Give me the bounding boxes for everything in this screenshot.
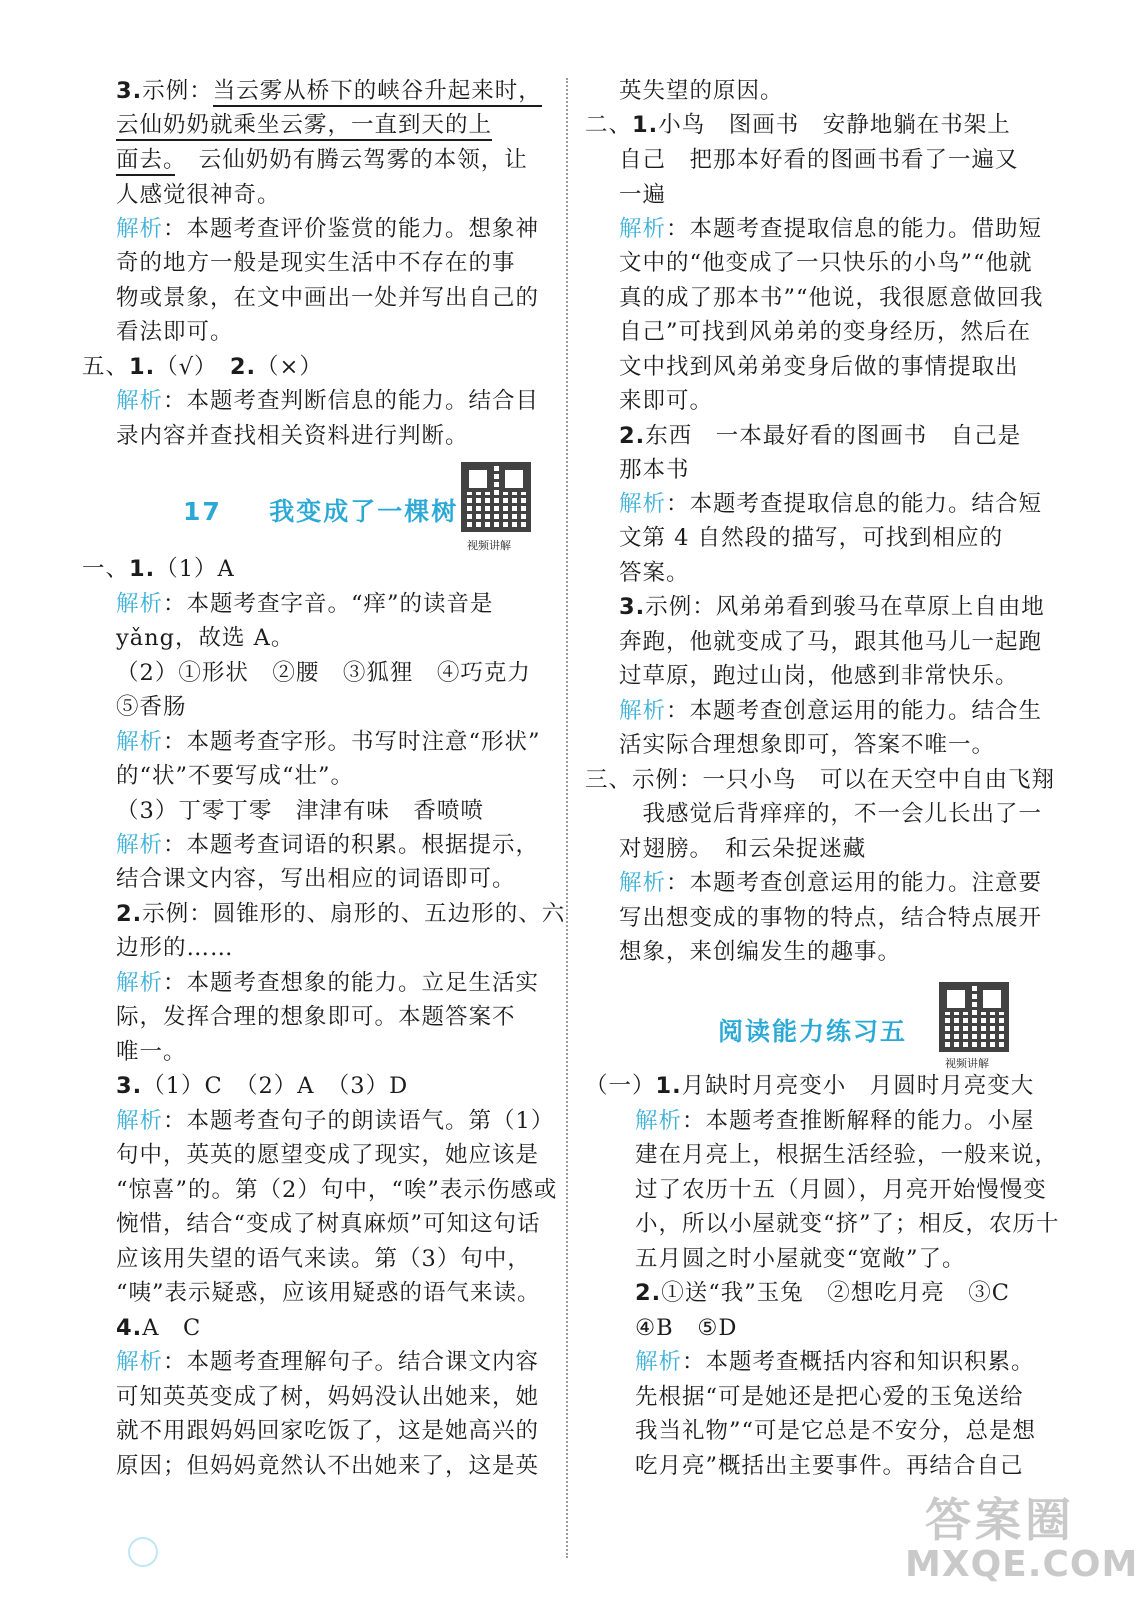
text-segment: 月缺时月亮变小 月圆时月亮变大 bbox=[681, 1073, 1035, 1099]
text-segment: 看法即可。 bbox=[116, 319, 234, 345]
text-line bbox=[116, 1276, 541, 1310]
text-line bbox=[116, 897, 565, 931]
text-line bbox=[635, 1104, 1035, 1138]
text-segment: ：本题考查创意运用的能力。结合生 bbox=[666, 698, 1043, 724]
text-segment: 二、 bbox=[585, 112, 633, 138]
item-number: 1. bbox=[129, 556, 156, 582]
text-segment: 五、 bbox=[82, 354, 130, 380]
text-line bbox=[116, 1311, 201, 1345]
text-segment: 句中，英英的愿望变成了现实，她应该是 bbox=[116, 1142, 540, 1168]
text-segment: A C bbox=[142, 1315, 202, 1341]
text-line bbox=[82, 350, 323, 384]
text-line bbox=[619, 487, 1042, 521]
text-line bbox=[116, 108, 492, 142]
text-segment: （√） bbox=[155, 354, 230, 380]
analysis-label: 解析 bbox=[116, 216, 164, 242]
text-line bbox=[116, 281, 539, 315]
text-line bbox=[619, 384, 713, 418]
text-line bbox=[116, 1242, 531, 1276]
text-line bbox=[619, 453, 690, 487]
item-number: 3. bbox=[116, 78, 143, 104]
analysis-label: 解析 bbox=[116, 1108, 164, 1134]
text-line bbox=[635, 1276, 1010, 1310]
text-segment: 先根据“可是她还是把心爱的玉兔送给 bbox=[635, 1384, 1024, 1410]
qr-caption: 视频讲解 bbox=[467, 539, 511, 552]
text-segment: 过了农历十五（月圆），月亮开始慢慢变 bbox=[635, 1177, 1047, 1203]
text-segment: 奔跑，他就变成了马，跟其他马儿一起跑 bbox=[619, 629, 1043, 655]
text-line bbox=[116, 1380, 539, 1414]
analysis-label: 解析 bbox=[635, 1349, 683, 1375]
text-line bbox=[635, 1242, 966, 1276]
text-segment: 答案。 bbox=[619, 560, 690, 586]
text-segment: ：本题考查评价鉴赏的能力。想象神 bbox=[163, 216, 540, 242]
analysis-label: 解析 bbox=[116, 591, 164, 617]
text-segment: ：本题考查词语的积累。根据提示， bbox=[163, 832, 540, 858]
text-line bbox=[116, 143, 528, 177]
text-segment: 我感觉后背痒痒的，不一会儿长出了一 bbox=[619, 801, 1043, 827]
text-segment: ：本题考查理解句子。结合课文内容 bbox=[163, 1349, 540, 1375]
text-line bbox=[635, 1414, 1036, 1448]
text-segment: （3）丁零丁零 津津有味 香喷喷 bbox=[116, 798, 484, 824]
text-segment: 那本书 bbox=[619, 457, 690, 483]
text-segment: 五月圆之时小屋就变“宽敞”了。 bbox=[635, 1246, 966, 1272]
text-segment: 的“状”不要写成“壮”。 bbox=[116, 763, 355, 789]
item-number: 3. bbox=[116, 1073, 143, 1099]
text-line bbox=[116, 1207, 541, 1241]
text-segment: 活实际合理想象即可，答案不唯一。 bbox=[619, 732, 996, 758]
text-line bbox=[619, 212, 1042, 246]
text-segment: 就不用跟妈妈回家吃饭了，这是她高兴的 bbox=[116, 1418, 540, 1444]
text-segment: 文第 4 自然段的描写，可找到相应的 bbox=[619, 525, 1004, 551]
text-line bbox=[635, 1207, 1060, 1241]
text-segment: 奇的地方一般是现实生活中不存在的事 bbox=[116, 250, 516, 276]
text-segment: 英失望的原因。 bbox=[619, 78, 784, 104]
text-segment: （1）C （2）A （3）D bbox=[142, 1073, 409, 1099]
text-line bbox=[635, 1380, 1024, 1414]
text-line bbox=[635, 1311, 737, 1345]
text-segment: 三、示例：一只小鸟 可以在天空中自由飞翔 bbox=[585, 767, 1056, 793]
text-segment: 我当礼物”“可是它总是不安分，总是想 bbox=[635, 1418, 1037, 1444]
text-line bbox=[585, 1069, 1034, 1103]
qr-caption: 视频讲解 bbox=[945, 1057, 989, 1070]
text-line bbox=[619, 728, 995, 762]
text-line bbox=[116, 74, 542, 108]
text-segment: 原因；但妈妈竟然认不出她来了，这是英 bbox=[116, 1453, 540, 1479]
item-number: 1. bbox=[655, 1073, 682, 1099]
text-segment: 过草原，跑过山岗，他感到非常快乐。 bbox=[619, 663, 1019, 689]
text-line bbox=[116, 1069, 408, 1103]
text-segment: 真的成了那本书”“他说，我很愿意做回我 bbox=[619, 285, 1044, 311]
text-segment: 唯一。 bbox=[116, 1039, 187, 1065]
text-segment: “咦”表示疑惑，应该用疑惑的语气来读。 bbox=[116, 1280, 541, 1306]
text-line bbox=[619, 625, 1042, 659]
text-line bbox=[116, 1138, 539, 1172]
text-segment: 来即可。 bbox=[619, 388, 714, 414]
text-line bbox=[619, 521, 1003, 555]
analysis-label: 解析 bbox=[619, 870, 667, 896]
watermark-url: MXQE.COM bbox=[905, 1544, 1138, 1585]
text-segment: ：本题考查句子的朗读语气。第（1） bbox=[163, 1108, 555, 1134]
watermark bbox=[905, 1484, 1138, 1594]
text-line bbox=[619, 797, 1042, 831]
text-line bbox=[635, 1173, 1047, 1207]
text-line bbox=[116, 587, 494, 621]
analysis-label: 解析 bbox=[116, 1349, 164, 1375]
item-number: 2. bbox=[635, 1280, 662, 1306]
analysis-label: 解析 bbox=[619, 216, 667, 242]
text-segment: yǎng，故选 A。 bbox=[116, 625, 295, 651]
text-segment: 小，所以小屋就变“挤”了；相反，农历十 bbox=[635, 1211, 1060, 1237]
text-line bbox=[116, 794, 484, 828]
text-segment: （一） bbox=[585, 1073, 656, 1099]
text-segment: 云仙奶奶就乘坐云雾，一直到天的上 bbox=[116, 112, 492, 141]
text-line bbox=[116, 621, 294, 655]
text-segment: 云仙奶奶有腾云驾雾的本领，让 bbox=[175, 147, 528, 173]
text-line bbox=[585, 763, 1055, 797]
text-line bbox=[619, 143, 1019, 177]
reading-practice-heading: 阅读能力练习五 bbox=[718, 1017, 908, 1046]
text-segment: 对翅膀。 和云朵捉迷藏 bbox=[619, 836, 867, 862]
text-segment: 吃月亮”概括出主要事件。再结合自己 bbox=[635, 1453, 1024, 1479]
text-segment: ：本题考查概括内容和知识积累。 bbox=[682, 1349, 1035, 1375]
text-segment: 可知英英变成了树，妈妈没认出她来，她 bbox=[116, 1384, 540, 1410]
text-line bbox=[619, 556, 690, 590]
text-segment: 小鸟 图画书 安静地躺在书架上 bbox=[658, 112, 1011, 138]
text-line bbox=[116, 725, 541, 759]
text-segment: ：本题考查提取信息的能力。借助短 bbox=[666, 216, 1043, 242]
text-line bbox=[619, 659, 1019, 693]
analysis-label: 解析 bbox=[635, 1108, 683, 1134]
text-line bbox=[619, 281, 1044, 315]
text-segment: 自己”可找到风弟弟的变身经历，然后在 bbox=[619, 319, 1032, 345]
text-segment: ：本题考查创意运用的能力。注意要 bbox=[666, 870, 1043, 896]
column-divider bbox=[566, 78, 568, 1558]
item-number: 1. bbox=[632, 112, 659, 138]
item-number: 2. bbox=[229, 354, 257, 380]
text-segment: 建在月亮上，根据生活经验，一般来说， bbox=[635, 1142, 1059, 1168]
analysis-label: 解析 bbox=[619, 491, 667, 517]
text-line bbox=[116, 1000, 516, 1034]
analysis-label: 解析 bbox=[619, 698, 667, 724]
text-line bbox=[116, 1449, 539, 1483]
page-marker-icon bbox=[128, 1537, 158, 1567]
text-segment: 面去。 bbox=[116, 147, 175, 176]
text-segment: ：本题考查想象的能力。立足生活实 bbox=[163, 970, 540, 996]
text-line bbox=[116, 1414, 539, 1448]
item-number: 2. bbox=[619, 423, 646, 449]
text-segment: 惋惜，结合“变成了树真麻烦”可知这句话 bbox=[116, 1211, 541, 1237]
text-line bbox=[619, 246, 1033, 280]
text-line bbox=[619, 832, 866, 866]
analysis-label: 解析 bbox=[116, 388, 164, 414]
text-line bbox=[116, 384, 539, 418]
text-line bbox=[619, 901, 1042, 935]
item-number: 2. bbox=[116, 901, 143, 927]
text-segment: 边形的…… bbox=[116, 935, 234, 961]
text-line bbox=[116, 690, 187, 724]
item-number: 3. bbox=[619, 594, 646, 620]
text-segment: 应该用失望的语气来读。第（3）句中， bbox=[116, 1246, 531, 1272]
text-segment: 人感觉很神奇。 bbox=[116, 182, 281, 208]
text-line bbox=[585, 108, 1011, 142]
text-line bbox=[619, 935, 901, 969]
text-segment: 文中找到风弟弟变身后做的事情提取出 bbox=[619, 354, 1019, 380]
text-segment: ：本题考查提取信息的能力。结合短 bbox=[666, 491, 1043, 517]
text-segment: 写出想变成的事物的特点，结合特点展开 bbox=[619, 905, 1043, 931]
analysis-label: 解析 bbox=[116, 832, 164, 858]
text-line bbox=[116, 1345, 539, 1379]
text-segment: ：本题考查判断信息的能力。结合目 bbox=[163, 388, 540, 414]
text-line bbox=[619, 866, 1042, 900]
text-line bbox=[116, 862, 516, 896]
text-line bbox=[116, 828, 539, 862]
text-segment: 示例：圆锥形的、扇形的、五边形的、六 bbox=[142, 901, 566, 927]
text-segment: ：本题考查字音。“痒”的读音是 bbox=[163, 591, 494, 617]
text-line bbox=[116, 759, 354, 793]
text-line bbox=[116, 315, 234, 349]
lesson-heading bbox=[183, 492, 458, 528]
text-segment: “惊喜”的。第（2）句中，“唉”表示伤感或 bbox=[116, 1177, 558, 1203]
text-line bbox=[619, 315, 1031, 349]
text-line bbox=[635, 1138, 1058, 1172]
text-segment: 物或景象，在文中画出一处并写出自己的 bbox=[116, 285, 540, 311]
text-line bbox=[619, 419, 1021, 453]
text-line bbox=[116, 212, 539, 246]
text-line bbox=[116, 966, 539, 1000]
text-line bbox=[635, 1449, 1024, 1483]
text-line bbox=[619, 590, 1045, 624]
text-segment: ①送“我”玉兔 ②想吃月亮 ③C bbox=[661, 1280, 1010, 1306]
text-segment: 际，发挥合理的想象即可。本题答案不 bbox=[116, 1004, 516, 1030]
watermark-logo: 答案圈 bbox=[925, 1493, 1075, 1547]
text-line bbox=[116, 1173, 557, 1207]
text-segment: 一、 bbox=[82, 556, 130, 582]
text-line bbox=[619, 694, 1042, 728]
text-line bbox=[116, 178, 281, 212]
text-line bbox=[619, 350, 1019, 384]
lesson-number: 17 bbox=[183, 497, 222, 526]
text-segment: ：本题考查字形。书写时注意“形状” bbox=[163, 729, 541, 755]
text-line bbox=[116, 1104, 554, 1138]
text-segment: 示例： bbox=[142, 78, 213, 104]
text-segment: 当云雾从桥下的峡谷升起来时， bbox=[213, 78, 542, 107]
text-segment: 文中的“他变成了一只快乐的小鸟”“他就 bbox=[619, 250, 1033, 276]
text-line bbox=[116, 656, 531, 690]
analysis-label: 解析 bbox=[116, 970, 164, 996]
text-segment: 一遍 bbox=[619, 182, 667, 208]
text-segment: 结合课文内容，写出相应的词语即可。 bbox=[116, 866, 516, 892]
item-number: 4. bbox=[116, 1315, 143, 1341]
text-segment: 想象，来创编发生的趣事。 bbox=[619, 939, 902, 965]
text-segment: 录内容并查找相关资料进行判断。 bbox=[116, 423, 469, 449]
analysis-label: 解析 bbox=[116, 729, 164, 755]
text-segment: 自己 把那本好看的图画书看了一遍又 bbox=[619, 147, 1019, 173]
text-line bbox=[82, 552, 235, 586]
qr-code-icon[interactable] bbox=[461, 462, 531, 532]
text-segment: （×） bbox=[256, 354, 323, 380]
text-line bbox=[116, 419, 469, 453]
text-segment: （1）A bbox=[155, 556, 235, 582]
text-segment: ：本题考查推断解释的能力。小屋 bbox=[682, 1108, 1035, 1134]
text-line bbox=[116, 246, 516, 280]
text-line bbox=[635, 1345, 1035, 1379]
text-segment: ④B ⑤D bbox=[635, 1315, 738, 1341]
text-segment: 东西 一本最好看的图画书 自己是 bbox=[645, 423, 1022, 449]
text-line bbox=[619, 178, 666, 212]
lesson-title: 我变成了一棵树 bbox=[269, 497, 459, 526]
text-line bbox=[116, 931, 234, 965]
text-segment: （2）①形状 ②腰 ③狐狸 ④巧克力 bbox=[116, 660, 531, 686]
item-number: 1. bbox=[129, 354, 156, 380]
qr-code-icon[interactable] bbox=[939, 982, 1009, 1052]
text-segment: 示例：风弟弟看到骏马在草原上自由地 bbox=[645, 594, 1045, 620]
text-line bbox=[116, 1035, 187, 1069]
text-segment: ⑤香肠 bbox=[116, 694, 187, 720]
text-line bbox=[619, 74, 784, 108]
